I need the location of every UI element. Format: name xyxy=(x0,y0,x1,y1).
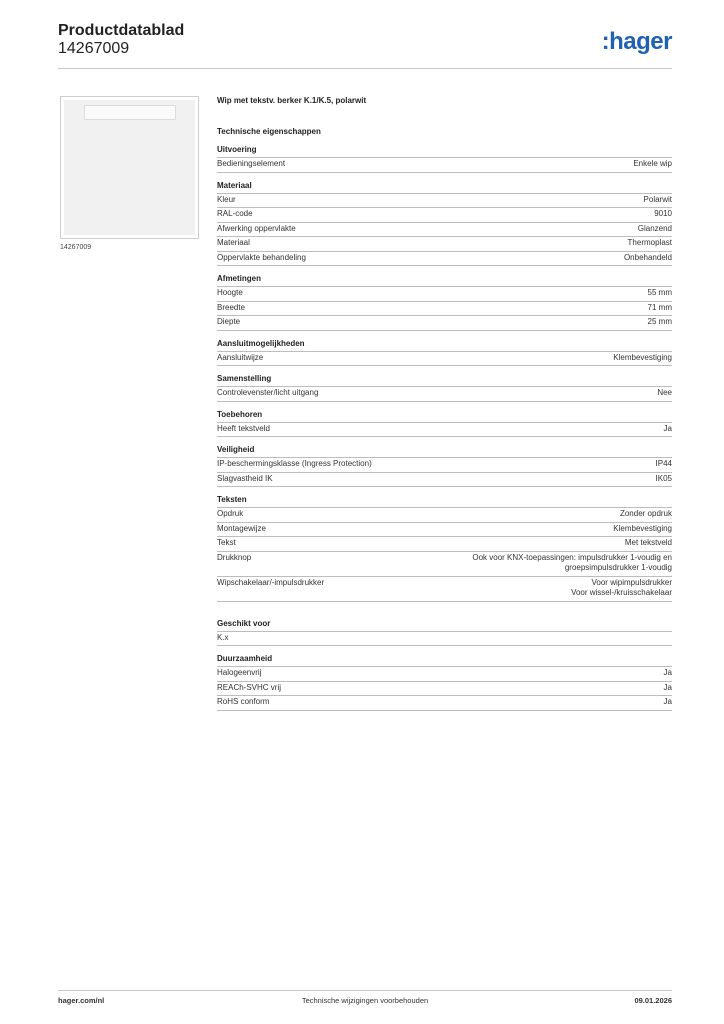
spec-label: Hoogte xyxy=(217,288,243,297)
spec-value: Polarwit xyxy=(643,194,672,204)
spec-value: Enkele wip xyxy=(633,159,672,168)
spec-label: IP-beschermingsklasse (Ingress Protection) xyxy=(217,459,372,468)
spec-value: Zonder opdruk xyxy=(619,509,672,518)
spec-label: Aansluitwijze xyxy=(217,352,264,362)
spec-value: Ja xyxy=(663,423,672,433)
group-spacer xyxy=(217,602,672,611)
spec-value: 9010 xyxy=(654,209,672,218)
spec-row xyxy=(217,473,672,488)
spec-label: Halogeenvrij xyxy=(217,668,262,677)
spec-row xyxy=(217,316,672,331)
spec-row xyxy=(217,423,672,438)
document-number: 14267009 xyxy=(58,40,130,57)
spec-label: Breedte xyxy=(217,302,246,312)
spec-value: Ook voor KNX-toepassingen: impulsdrukker 1-voudig en groepsimpulsdrukker 1-voudig xyxy=(472,552,672,572)
spec-label: Tekst xyxy=(217,538,236,547)
page-footer xyxy=(58,996,672,1010)
spec-label: Controlevenster/licht uitgang xyxy=(217,388,319,397)
spec-label: Bedieningselement xyxy=(217,159,286,168)
spec-label: Afwerking oppervlakte xyxy=(217,223,296,233)
spec-group xyxy=(217,373,672,402)
spec-label: REACh-SVHC vrij xyxy=(217,682,282,692)
spec-row xyxy=(217,287,672,302)
spec-label: Oppervlakte behandeling xyxy=(217,252,306,262)
footer-divider xyxy=(58,990,672,991)
spec-row xyxy=(217,458,672,473)
product-image-caption: 14267009 xyxy=(60,244,92,251)
spec-group xyxy=(217,409,672,438)
spec-groups xyxy=(217,144,672,711)
product-image xyxy=(60,96,199,239)
spec-group-title: Geschikt voor xyxy=(217,618,672,632)
spec-label: Drukknop xyxy=(217,552,252,562)
spec-value: 71 mm xyxy=(647,302,672,312)
spec-group-title: Veiligheid xyxy=(217,444,672,458)
spec-row xyxy=(217,552,672,577)
spec-group xyxy=(217,653,672,711)
spec-value: Glanzend xyxy=(637,223,672,233)
spec-group xyxy=(217,444,672,487)
spec-value: IP44 xyxy=(655,459,672,468)
spec-row xyxy=(217,387,672,402)
footer-date: 09.01.2026 xyxy=(634,996,672,1005)
spec-value: 25 mm xyxy=(647,317,672,326)
spec-group xyxy=(217,338,672,367)
spec-group-title: Teksten xyxy=(217,494,672,508)
label-field-window xyxy=(84,105,176,120)
spec-group xyxy=(217,494,672,602)
product-title: Wip met tekstv. berker K.1/K.5, polarwit xyxy=(217,96,367,105)
spec-value: Klembevestiging xyxy=(613,523,672,533)
spec-label: Diepte xyxy=(217,317,241,326)
header-divider xyxy=(58,68,672,69)
spec-value: Ja xyxy=(663,682,672,692)
spec-row xyxy=(217,158,672,173)
spec-label: Slagvastheid IK xyxy=(217,473,273,483)
spec-group-title: Afmetingen xyxy=(217,273,672,287)
spec-label: Materiaal xyxy=(217,238,250,247)
spec-row xyxy=(217,508,672,523)
spec-row xyxy=(217,523,672,538)
document-title: Productdatablad xyxy=(58,22,185,39)
spec-row xyxy=(217,682,672,697)
spec-group-title: Duurzaamheid xyxy=(217,653,672,667)
spec-row xyxy=(217,237,672,252)
spec-value: 55 mm xyxy=(647,288,672,297)
spec-row xyxy=(217,194,672,209)
spec-label: Montagewijze xyxy=(217,523,266,533)
spec-label: Opdruk xyxy=(217,509,244,518)
spec-value: Ja xyxy=(663,668,672,677)
spec-group xyxy=(217,273,672,331)
spec-row xyxy=(217,696,672,711)
footer-disclaimer: Technische wijzigingen voorbehouden xyxy=(301,996,429,1005)
spec-group xyxy=(217,144,672,173)
spec-value: Met tekstveld xyxy=(624,538,672,547)
spec-group xyxy=(217,618,672,647)
spec-label: K.x xyxy=(217,632,229,642)
spec-row xyxy=(217,208,672,223)
spec-label: Wipschakelaar/-impulsdrukker xyxy=(217,577,325,587)
spec-value: Voor wipimpulsdrukker Voor wissel-/kruisschakelaar xyxy=(571,577,672,597)
spec-row xyxy=(217,577,672,602)
spec-group xyxy=(217,180,672,267)
rocker-switch-image xyxy=(64,100,195,235)
spec-value: Ja xyxy=(663,697,672,706)
spec-group-title: Materiaal xyxy=(217,180,672,194)
spec-row xyxy=(217,632,672,647)
spec-group-title: Toebehoren xyxy=(217,409,672,423)
spec-label: RAL-code xyxy=(217,209,253,218)
spec-row xyxy=(217,302,672,317)
page-header xyxy=(58,22,672,68)
footer-website[interactable]: hager.com/nl xyxy=(58,996,105,1005)
spec-value: Klembevestiging xyxy=(613,352,672,362)
spec-value: Nee xyxy=(657,388,672,397)
spec-row xyxy=(217,667,672,682)
product-spec-content xyxy=(217,95,672,711)
spec-row xyxy=(217,352,672,367)
spec-group-title: Aansluitmogelijkheden xyxy=(217,338,672,352)
spec-row xyxy=(217,223,672,238)
spec-value: IK05 xyxy=(655,473,672,483)
spec-label: RoHS conform xyxy=(217,697,270,706)
spec-row xyxy=(217,252,672,267)
hager-logo: :hager xyxy=(601,28,672,55)
spec-label: Heeft tekstveld xyxy=(217,423,270,433)
technical-properties-heading: Technische eigenschappen xyxy=(217,127,321,136)
spec-group-title: Uitvoering xyxy=(217,144,672,158)
spec-row xyxy=(217,537,672,552)
spec-value: Onbehandeld xyxy=(623,252,672,262)
spec-group-title: Samenstelling xyxy=(217,373,672,387)
spec-label: Kleur xyxy=(217,194,236,204)
spec-value: Thermoplast xyxy=(627,238,672,247)
